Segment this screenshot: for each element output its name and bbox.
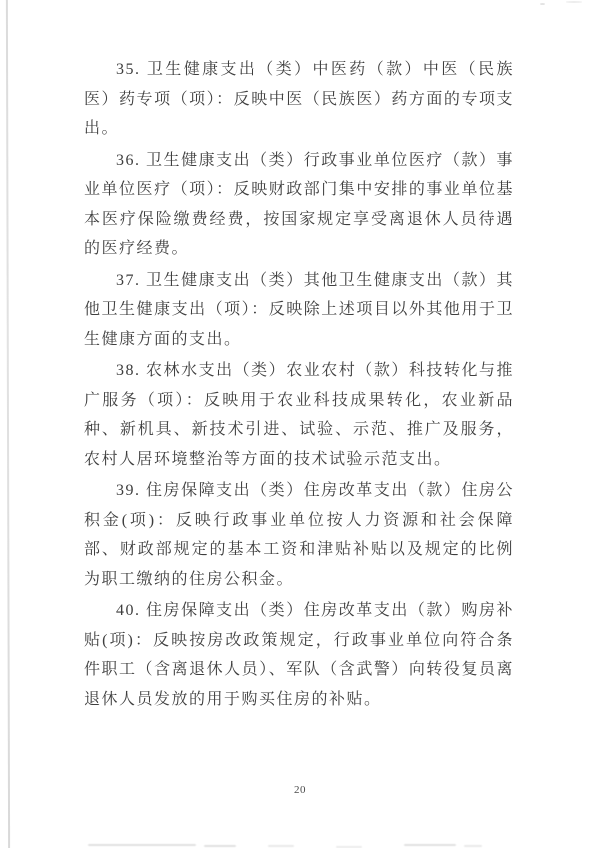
paragraph: 36. 卫生健康支出（类）行政事业单位医疗（款）事业单位医疗（项）：反映财政部门集中安排的事业单位基本医疗保险缴费经费，按国家规定享受离退休人员待遇的医疗经费。 bbox=[84, 151, 514, 257]
bleed-through-mark bbox=[268, 845, 294, 847]
page-number: 20 bbox=[294, 784, 306, 796]
paragraph: 37. 卫生健康支出（类）其他卫生健康支出（款）其他卫生健康支出（项）：反映除上述项目以外其他用于卫生健康方面的支出。 bbox=[84, 271, 514, 348]
paragraph: 40. 住房保障支出（类）住房改革支出（款）购房补贴(项)：反映按房改政策规定，行政事业单位向符合条件职工（含离退休人员）、军队（含武警）向转役复员离退休人员发放的用于购买住房的补贴。 bbox=[84, 602, 514, 708]
bleed-through-mark bbox=[204, 845, 236, 847]
scan-edge-line bbox=[6, 0, 10, 848]
paragraph: 39. 住房保障支出（类）住房改革支出（款）住房公积金(项)：反映行政事业单位按人力资源和社会保障部、财政部规定的基本工资和津贴补贴以及规定的比例为职工缴纳的住房公积金。 bbox=[84, 482, 514, 588]
bleed-through-mark bbox=[88, 844, 196, 846]
paragraph: 38. 农林水支出（类）农业农村（款）科技转化与推广服务（项）：反映用于农业科技成果转化，农业新品种、新机具、新技术引进、试验、示范、推广及服务，农村人居环境整治等方面的技术试验示范支出。 bbox=[84, 362, 514, 468]
paragraph-list bbox=[84, 55, 514, 716]
paragraph: 35. 卫生健康支出（类）中医药（款）中医（民族医）药专项（项）：反映中医（民族医）药方面的专项支出。 bbox=[84, 61, 514, 137]
scan-speck bbox=[566, 1, 582, 3]
bleed-through-mark bbox=[404, 844, 456, 846]
scan-speck bbox=[540, 3, 545, 5]
bleed-through-mark bbox=[464, 845, 482, 847]
